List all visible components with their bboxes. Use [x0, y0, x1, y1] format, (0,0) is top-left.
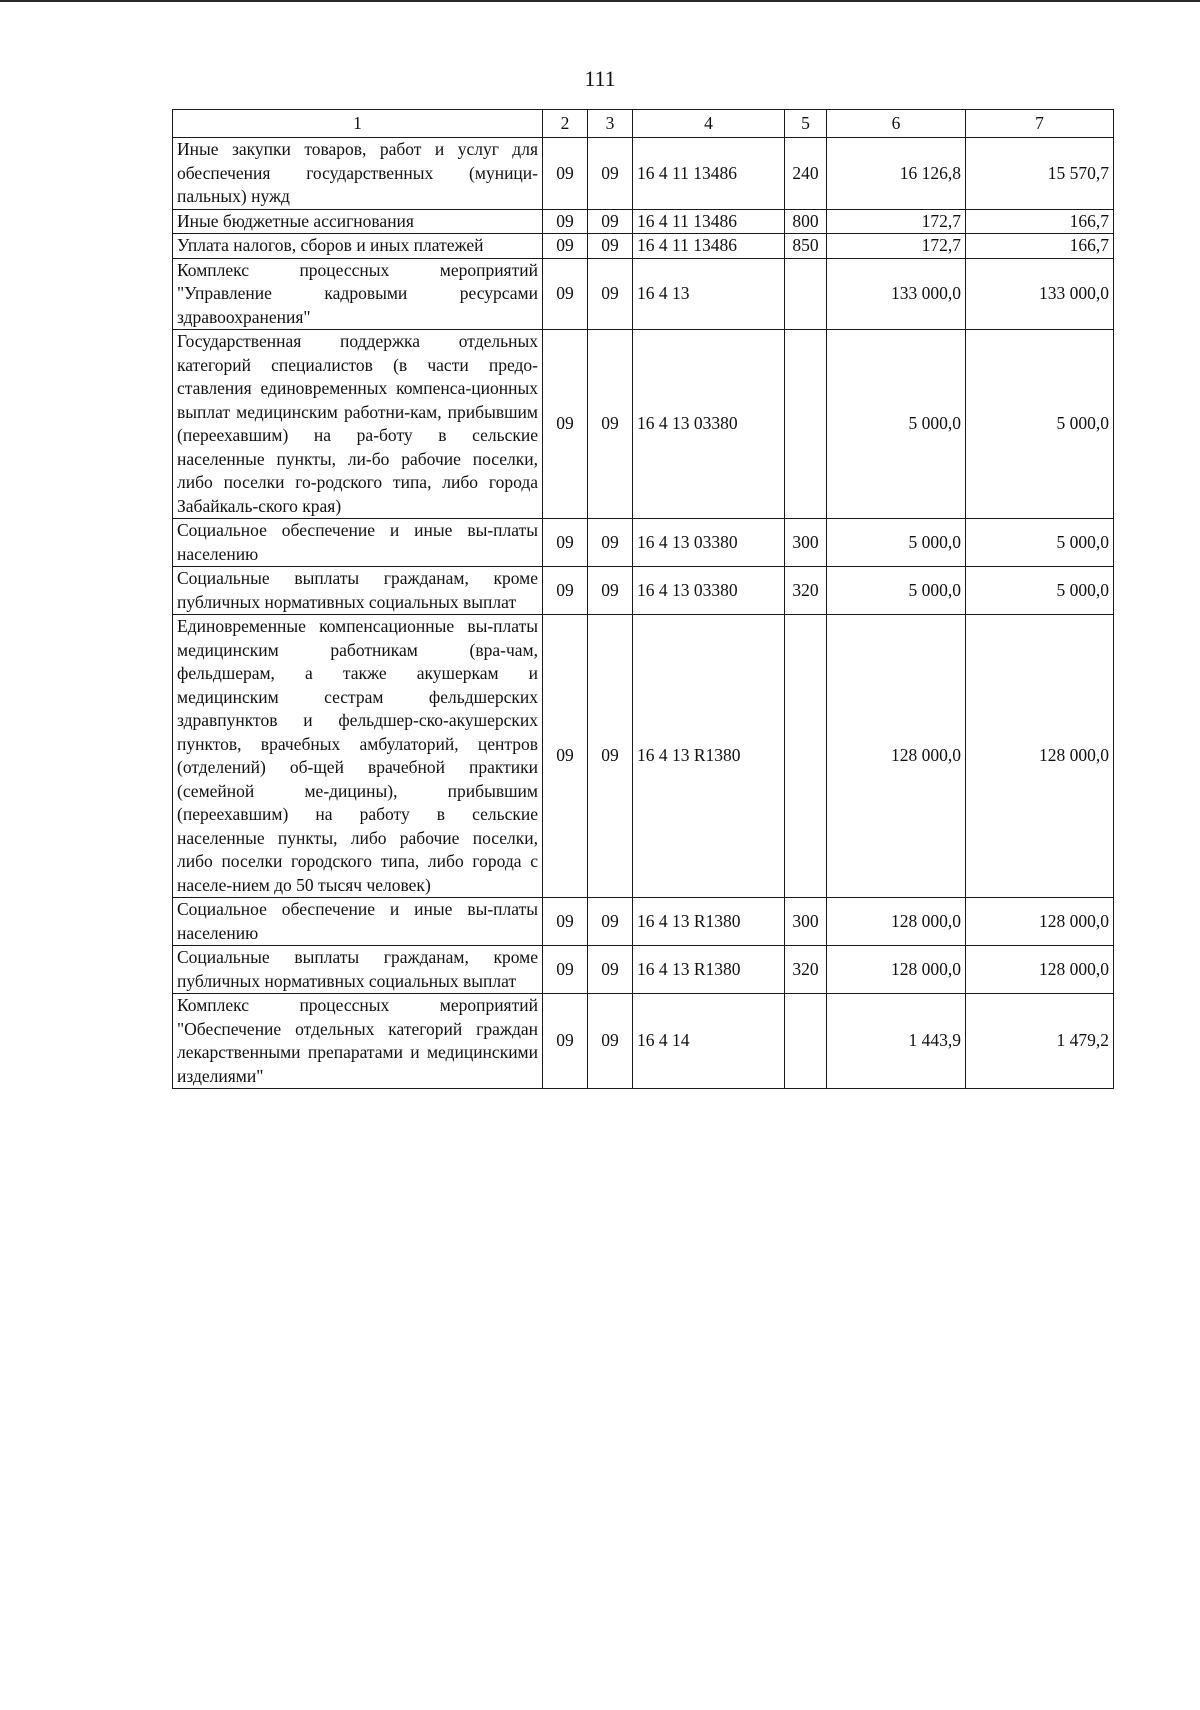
expense-type-cell: [785, 330, 827, 519]
target-article-cell: 16 4 11 13486: [633, 138, 785, 210]
row-name-cell: Единовременные компенсационные вы-платы медицинским работникам (вра-чам, фельдшерам, а также акушеркам и медицинским сестрам фельдшерских здравпунктов и фельдшер-ско-акушерских пунктов, врачебных амбулаторий, центров (отделений) об-щей врачебной практики (семейной ме-дицины), прибывшим (переехавшим) на работу в сельские населенные пункты, либо рабочие поселки, либо поселки городского типа, либо города с населе-нием до 50 тысяч человек): [173, 615, 543, 898]
amount-year1-cell: 172,7: [827, 234, 966, 259]
page-number: 111: [584, 66, 616, 91]
row-name-cell: Комплекс процессных мероприятий "Обеспечение отдельных категорий граждан лекарственными препаратами и медицинскими изделиями": [173, 994, 543, 1089]
section-code-cell: 09: [543, 138, 588, 210]
table-row: [173, 258, 1114, 330]
row-name-cell: Социальное обеспечение и иные вы-платы населению: [173, 898, 543, 946]
amount-year1-cell: 172,7: [827, 209, 966, 234]
expense-type-cell: 800: [785, 209, 827, 234]
amount-year2-cell: 5 000,0: [966, 567, 1114, 615]
amount-year2-cell: 15 570,7: [966, 138, 1114, 210]
subsection-code-cell: 09: [588, 898, 633, 946]
amount-year1-cell: 5 000,0: [827, 519, 966, 567]
row-name-cell: Социальное обеспечение и иные вы-платы населению: [173, 519, 543, 567]
row-name-cell: Иные закупки товаров, работ и услуг для обеспечения государственных (муници-пальных) нужд: [173, 138, 543, 210]
target-article-cell: 16 4 13 R1380: [633, 898, 785, 946]
amount-year2-cell: 5 000,0: [966, 519, 1114, 567]
row-name-cell: Комплекс процессных мероприятий "Управление кадровыми ресурсами здравоохранения": [173, 258, 543, 330]
subsection-code-cell: 09: [588, 567, 633, 615]
subsection-code-cell: 09: [588, 258, 633, 330]
target-article-cell: 16 4 13 R1380: [633, 946, 785, 994]
subsection-code-cell: 09: [588, 994, 633, 1089]
subsection-code-cell: 09: [588, 946, 633, 994]
section-code-cell: 09: [543, 519, 588, 567]
expense-type-cell: 850: [785, 234, 827, 259]
section-code-cell: 09: [543, 567, 588, 615]
column-header-1: 1: [173, 110, 543, 138]
target-article-cell: 16 4 13: [633, 258, 785, 330]
amount-year1-cell: 5 000,0: [827, 330, 966, 519]
section-code-cell: 09: [543, 209, 588, 234]
target-article-cell: 16 4 13 03380: [633, 330, 785, 519]
amount-year2-cell: 128 000,0: [966, 898, 1114, 946]
row-name-cell: Иные бюджетные ассигнования: [173, 209, 543, 234]
section-code-cell: 09: [543, 258, 588, 330]
section-code-cell: 09: [543, 946, 588, 994]
subsection-code-cell: 09: [588, 519, 633, 567]
amount-year2-cell: 128 000,0: [966, 615, 1114, 898]
column-header-7: 7: [966, 110, 1114, 138]
table-row: [173, 615, 1114, 898]
top-edge-rule: [0, 0, 1200, 2]
target-article-cell: 16 4 14: [633, 994, 785, 1089]
amount-year1-cell: 16 126,8: [827, 138, 966, 210]
table-row: [173, 330, 1114, 519]
target-article-cell: 16 4 11 13486: [633, 234, 785, 259]
table-row: [173, 519, 1114, 567]
expense-type-cell: 320: [785, 567, 827, 615]
section-code-cell: 09: [543, 994, 588, 1089]
target-article-cell: 16 4 11 13486: [633, 209, 785, 234]
amount-year1-cell: 5 000,0: [827, 567, 966, 615]
amount-year2-cell: 166,7: [966, 209, 1114, 234]
amount-year2-cell: 133 000,0: [966, 258, 1114, 330]
column-header-5: 5: [785, 110, 827, 138]
subsection-code-cell: 09: [588, 615, 633, 898]
column-number-header-row: [173, 110, 1114, 138]
row-name-cell: Социальные выплаты гражданам, кроме публичных нормативных социальных выплат: [173, 946, 543, 994]
amount-year1-cell: 128 000,0: [827, 898, 966, 946]
table-row: [173, 994, 1114, 1089]
section-code-cell: 09: [543, 330, 588, 519]
amount-year1-cell: 133 000,0: [827, 258, 966, 330]
target-article-cell: 16 4 13 R1380: [633, 615, 785, 898]
target-article-cell: 16 4 13 03380: [633, 567, 785, 615]
expense-type-cell: [785, 615, 827, 898]
table-row: [173, 898, 1114, 946]
amount-year1-cell: 128 000,0: [827, 615, 966, 898]
row-name-cell: Государственная поддержка отдельных категорий специалистов (в части предо-ставления единовременных компенса-ционных выплат медицинским работни-кам, прибывшим (переехавшим) на ра-боту в сельские населенные пункты, ли-бо рабочие поселки, либо поселки го-родского типа, либо города Забайкаль-ского края): [173, 330, 543, 519]
budget-table: [172, 109, 1114, 1089]
column-header-6: 6: [827, 110, 966, 138]
table-row: [173, 234, 1114, 259]
amount-year2-cell: 166,7: [966, 234, 1114, 259]
row-name-cell: Уплата налогов, сборов и иных платежей: [173, 234, 543, 259]
subsection-code-cell: 09: [588, 330, 633, 519]
subsection-code-cell: 09: [588, 234, 633, 259]
column-header-4: 4: [633, 110, 785, 138]
section-code-cell: 09: [543, 234, 588, 259]
section-code-cell: 09: [543, 615, 588, 898]
section-code-cell: 09: [543, 898, 588, 946]
expense-type-cell: 240: [785, 138, 827, 210]
subsection-code-cell: 09: [588, 138, 633, 210]
amount-year2-cell: 1 479,2: [966, 994, 1114, 1089]
row-name-cell: Социальные выплаты гражданам, кроме публичных нормативных социальных выплат: [173, 567, 543, 615]
amount-year2-cell: 5 000,0: [966, 330, 1114, 519]
amount-year2-cell: 128 000,0: [966, 946, 1114, 994]
column-header-3: 3: [588, 110, 633, 138]
expense-type-cell: [785, 258, 827, 330]
table-row: [173, 209, 1114, 234]
expense-type-cell: 300: [785, 898, 827, 946]
target-article-cell: 16 4 13 03380: [633, 519, 785, 567]
subsection-code-cell: 09: [588, 209, 633, 234]
table-row: [173, 567, 1114, 615]
amount-year1-cell: 128 000,0: [827, 946, 966, 994]
column-header-2: 2: [543, 110, 588, 138]
expense-type-cell: [785, 994, 827, 1089]
expense-type-cell: 320: [785, 946, 827, 994]
amount-year1-cell: 1 443,9: [827, 994, 966, 1089]
table-row: [173, 946, 1114, 994]
expense-type-cell: 300: [785, 519, 827, 567]
table-row: [173, 138, 1114, 210]
